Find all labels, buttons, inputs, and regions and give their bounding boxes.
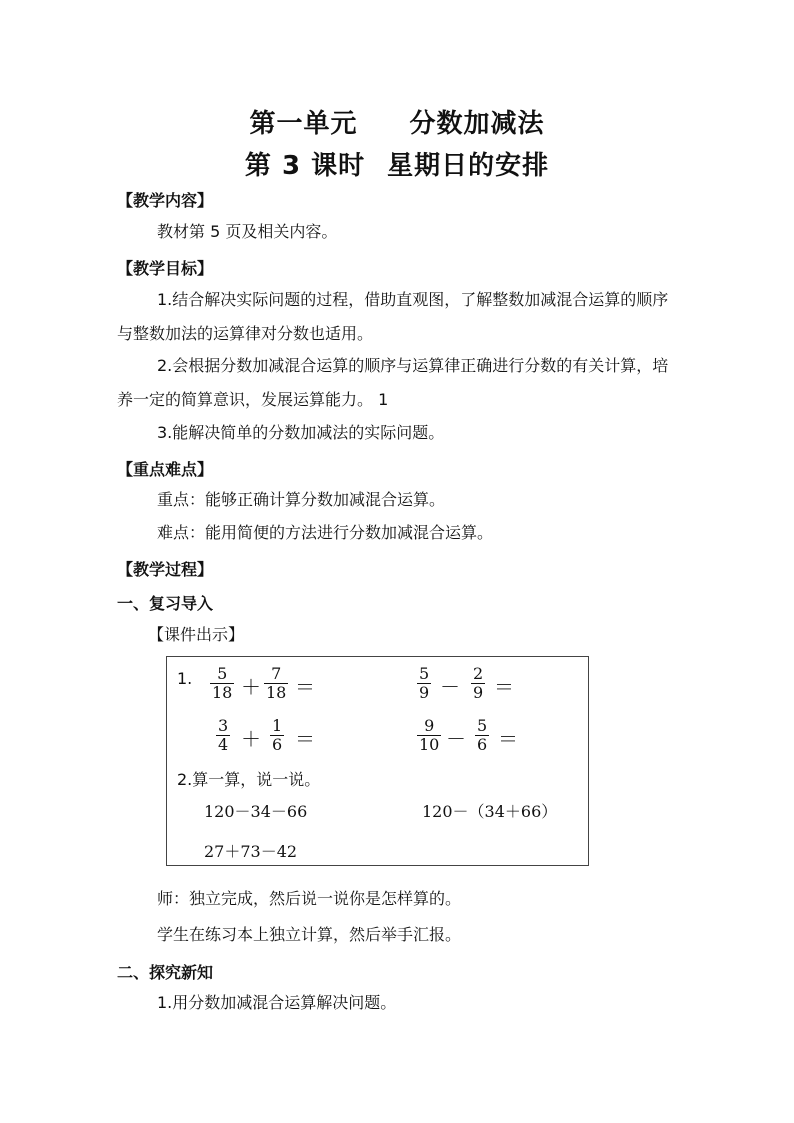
keypoint-difficulty: 难点：能用简便的方法进行分数加减混合运算。: [157, 523, 494, 542]
goal-item-2: 2.会根据分数加减混合运算的顺序与运算律正确进行分数的有关计算，培养一定的简算意识，发展运算能力。 1: [117, 356, 669, 409]
equals-sign: ＝: [295, 675, 315, 699]
minus-sign: －: [446, 727, 466, 751]
teacher-line: 师：独立完成，然后说一说你是怎样算的。: [157, 889, 462, 908]
exercise-box: [166, 656, 589, 866]
part1-heading: 一、复习导入: [117, 594, 214, 613]
slide-label: 【课件出示】: [148, 625, 245, 644]
fraction: 7 18: [266, 664, 287, 702]
expression-3: 27＋73－42: [204, 842, 298, 861]
q1-label: 1.: [177, 669, 193, 688]
fraction: 5 9: [419, 664, 430, 702]
process-heading: 【教学过程】: [117, 560, 214, 579]
content-text: 教材第 5 页及相关内容。: [157, 222, 338, 241]
equals-sign: ＝: [498, 727, 518, 751]
fraction: 5 6: [477, 716, 488, 754]
fraction: 2 9: [473, 664, 484, 702]
goal-item-3: 3.能解决简单的分数加减法的实际问题。: [157, 423, 445, 442]
unit-label: 第一单元: [249, 109, 358, 139]
fraction: 5 18: [212, 664, 233, 702]
part2-heading: 二、探究新知: [117, 963, 214, 982]
equals-sign: ＝: [494, 675, 514, 699]
lesson-topic: 星期日的安排: [387, 151, 550, 181]
keypoint-focus: 重点：能够正确计算分数加减混合运算。: [157, 490, 446, 509]
plus-sign: ＋: [241, 727, 261, 751]
step1-line: 1.用分数加减混合运算解决问题。: [157, 993, 397, 1012]
q2-label: 2.算一算，说一说。: [177, 770, 321, 789]
unit-title: [0, 103, 794, 140]
fraction: 9 10: [419, 716, 440, 754]
expression-2: 120－（34＋66）: [422, 802, 558, 821]
equals-sign: ＝: [295, 727, 315, 751]
unit-topic: 分数加减法: [409, 109, 545, 139]
fraction: 1 6: [272, 716, 283, 754]
lesson-label: 第 3 课时: [244, 151, 366, 181]
lesson-title: [0, 145, 794, 182]
fraction: 3 4: [218, 716, 229, 754]
content-heading: 【教学内容】: [117, 191, 214, 210]
minus-sign: －: [440, 675, 460, 699]
expression-1: 120－34－66: [204, 802, 308, 821]
plus-sign: ＋: [241, 675, 261, 699]
goal-item-1: 1.结合解决实际问题的过程，借助直观图，了解整数加减混合运算的顺序与整数加法的运算律对分数也适用。: [117, 290, 669, 343]
goals-heading: 【教学目标】: [117, 259, 214, 278]
students-line: 学生在练习本上独立计算，然后举手汇报。: [157, 925, 462, 944]
keypoints-heading: 【重点难点】: [117, 460, 214, 479]
